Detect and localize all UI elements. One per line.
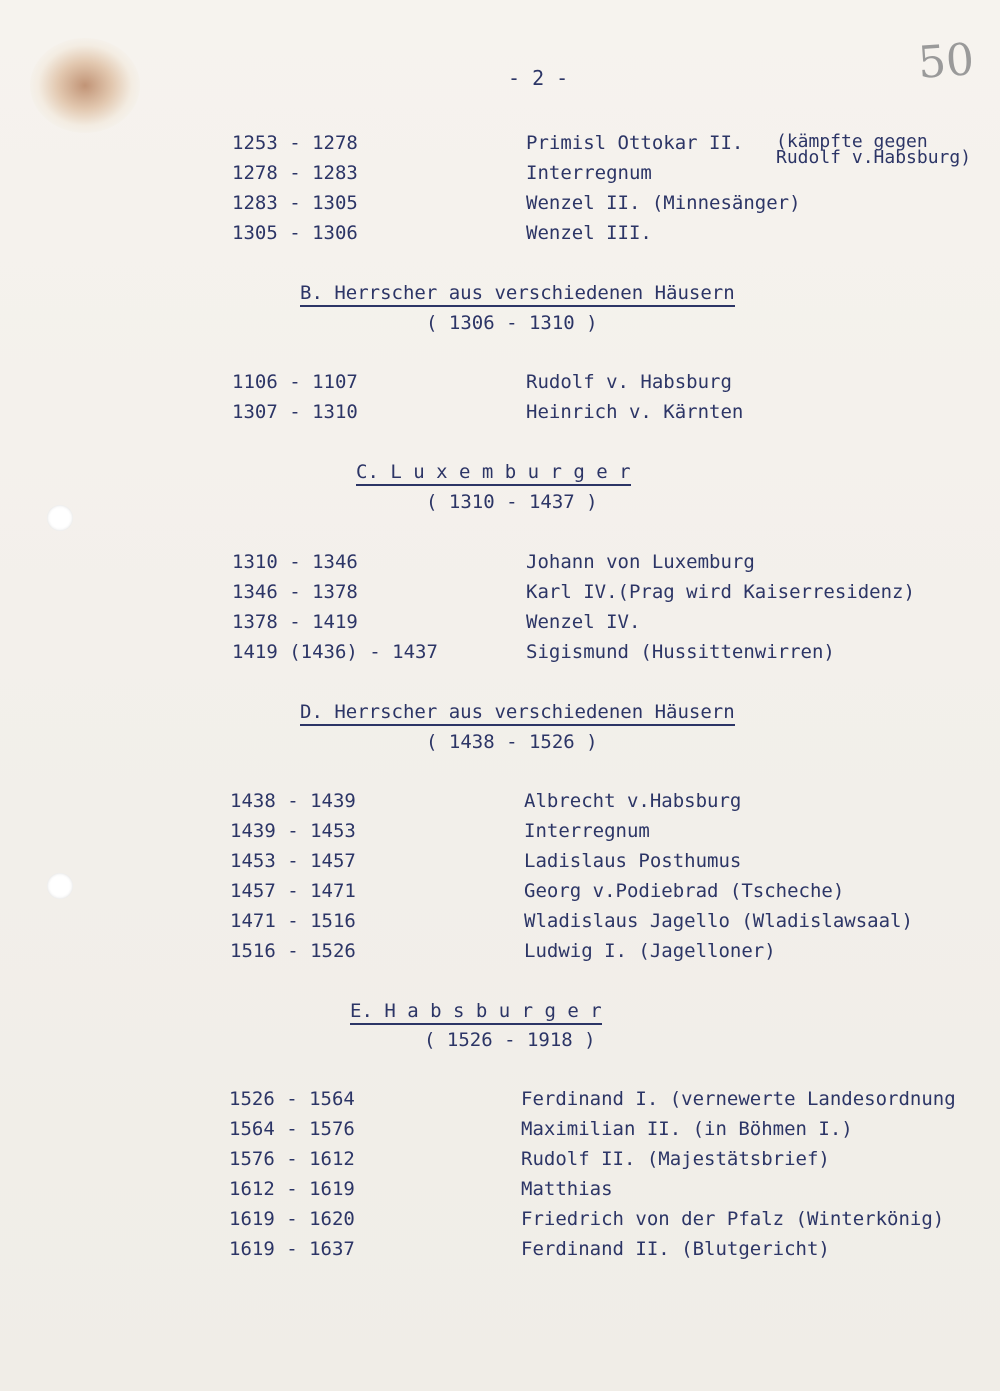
entry-years: 1471 - 1516 bbox=[230, 910, 356, 932]
entry-ruler: Matthias bbox=[521, 1178, 613, 1200]
section-heading: E. H a b s b u r g e r bbox=[350, 1000, 602, 1025]
entry-ruler: Ladislaus Posthumus bbox=[524, 850, 742, 872]
page-number: - 2 - bbox=[508, 66, 569, 90]
entry-ruler: Interregnum bbox=[526, 162, 652, 184]
entry-years: 1457 - 1471 bbox=[230, 880, 356, 902]
entry-years: 1453 - 1457 bbox=[230, 850, 356, 872]
entry-years: 1439 - 1453 bbox=[230, 820, 356, 842]
entry-ruler: Ferdinand II. (Blutgericht) bbox=[521, 1238, 830, 1260]
entry-years: 1346 - 1378 bbox=[232, 581, 358, 603]
entry-ruler: Albrecht v.Habsburg bbox=[524, 790, 742, 812]
entry-ruler: Heinrich v. Kärnten bbox=[526, 401, 744, 423]
entry-years: 1253 - 1278 bbox=[232, 132, 358, 154]
entry-years: 1438 - 1439 bbox=[230, 790, 356, 812]
entry-ruler: Georg v.Podiebrad (Tscheche) bbox=[524, 880, 845, 902]
entry-ruler: Rudolf v. Habsburg bbox=[526, 371, 732, 393]
entry-ruler: Friedrich von der Pfalz (Winterkönig) bbox=[521, 1208, 945, 1230]
entry-years: 1310 - 1346 bbox=[232, 551, 358, 573]
entry-ruler: Sigismund (Hussittenwirren) bbox=[526, 641, 835, 663]
entry-ruler: Wladislaus Jagello (Wladislawsaal) bbox=[524, 910, 913, 932]
entry-years: 1516 - 1526 bbox=[230, 940, 356, 962]
section-range: ( 1306 - 1310 ) bbox=[426, 312, 598, 334]
section-heading: D. Herrscher aus verschiedenen Häusern bbox=[300, 701, 735, 726]
entry-years: 1576 - 1612 bbox=[229, 1148, 355, 1170]
entry-years: 1526 - 1564 bbox=[229, 1088, 355, 1110]
punch-hole-lower bbox=[47, 873, 73, 899]
entry-years: 1283 - 1305 bbox=[232, 192, 358, 214]
section-heading: C. L u x e m b u r g e r bbox=[356, 461, 631, 486]
section-range: ( 1438 - 1526 ) bbox=[426, 731, 598, 753]
entry-years: 1378 - 1419 bbox=[232, 611, 358, 633]
entry-ruler: Wenzel II. (Minnesänger) bbox=[526, 192, 801, 214]
entry-ruler: Ludwig I. (Jagelloner) bbox=[524, 940, 776, 962]
entry-ruler: Ferdinand I. (vernewerte Landesordnung bbox=[521, 1088, 956, 1110]
entry-years: 1619 - 1637 bbox=[229, 1238, 355, 1260]
entry-ruler: Karl IV.(Prag wird Kaiserresidenz) bbox=[526, 581, 915, 603]
section-range: ( 1310 - 1437 ) bbox=[426, 491, 598, 513]
entry-ruler: Interregnum bbox=[524, 820, 650, 842]
entry-years: 1619 - 1620 bbox=[229, 1208, 355, 1230]
entry-ruler: Maximilian II. (in Böhmen I.) bbox=[521, 1118, 853, 1140]
entry-years: 1564 - 1576 bbox=[229, 1118, 355, 1140]
entry-years: 1106 - 1107 bbox=[232, 371, 358, 393]
entry-years: 1612 - 1619 bbox=[229, 1178, 355, 1200]
entry-note: (kämpfte gegen bbox=[776, 131, 928, 152]
entry-years: 1419 (1436) - 1437 bbox=[232, 641, 438, 663]
entry-ruler: Wenzel III. bbox=[526, 222, 652, 244]
handwritten-page-number: 50 bbox=[916, 34, 976, 89]
section-heading: B. Herrscher aus verschiedenen Häusern bbox=[300, 282, 735, 307]
entry-ruler: Johann von Luxemburg bbox=[526, 551, 755, 573]
entry-note: Rudolf v.Habsburg) bbox=[776, 147, 972, 168]
entry-ruler: Wenzel IV. bbox=[526, 611, 641, 633]
entry-years: 1305 - 1306 bbox=[232, 222, 358, 244]
entry-years: 1307 - 1310 bbox=[232, 401, 358, 423]
entry-years: 1278 - 1283 bbox=[232, 162, 358, 184]
entry-ruler: Primisl Ottokar II. bbox=[526, 132, 744, 154]
entry-ruler: Rudolf II. (Majestätsbrief) bbox=[521, 1148, 830, 1170]
burn-stain bbox=[30, 38, 140, 133]
punch-hole-upper bbox=[47, 505, 73, 531]
section-range: ( 1526 - 1918 ) bbox=[424, 1029, 596, 1051]
